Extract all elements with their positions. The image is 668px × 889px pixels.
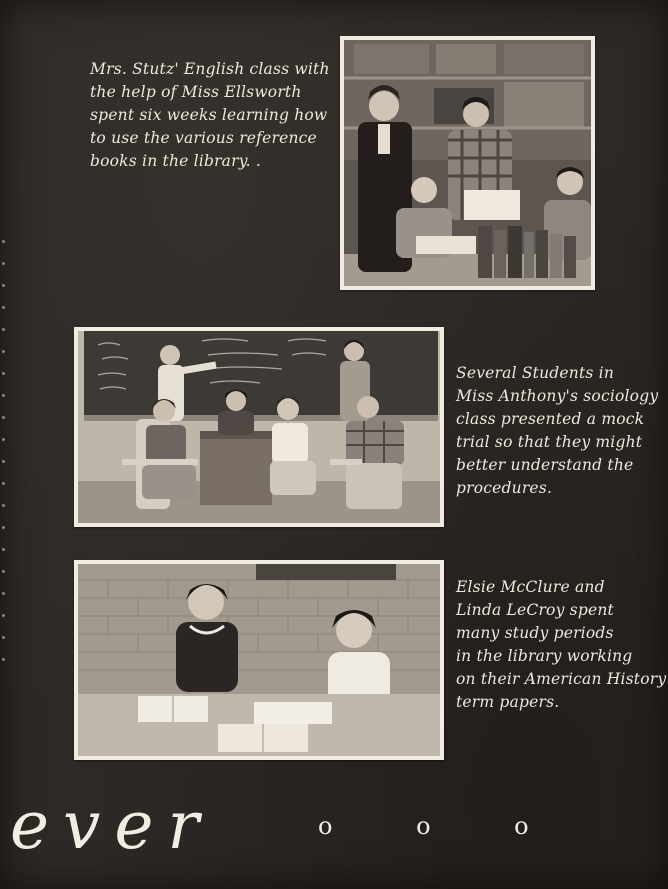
photo-sociology-mock-trial [74, 327, 444, 527]
caption-line: trial so that they might [456, 433, 643, 451]
caption-line: many study periods [456, 624, 614, 642]
caption-study-periods [456, 576, 666, 714]
caption-line: Elsie McClure and [456, 578, 605, 596]
caption-sociology-class [456, 362, 658, 500]
caption-line: better understand the [456, 456, 634, 474]
caption-line: the help of Miss Ellsworth [90, 83, 302, 101]
footer-title-word: ever [10, 787, 213, 864]
photo-library-study-periods [74, 560, 444, 760]
caption-line: class presented a mock [456, 410, 645, 428]
caption-line: Linda LeCroy spent [456, 601, 614, 619]
page-binding-holes [2, 0, 6, 889]
caption-line: procedures. [456, 479, 553, 497]
caption-line: in the library working [456, 647, 633, 665]
caption-line: Several Students in [456, 364, 615, 382]
footer-ellipsis-dots: o o o [318, 812, 567, 840]
caption-line: term papers. [456, 693, 560, 711]
caption-line: Mrs. Stutz' English class with [90, 60, 330, 78]
caption-line: on their American History [456, 670, 667, 688]
caption-line: books in the library. . [90, 152, 262, 170]
caption-line: spent six weeks learning how [90, 106, 328, 124]
caption-line: Miss Anthony's sociology [456, 387, 659, 405]
photo-library-reference-books [340, 36, 595, 290]
caption-line: to use the various reference [90, 129, 317, 147]
caption-library-class [90, 58, 330, 173]
